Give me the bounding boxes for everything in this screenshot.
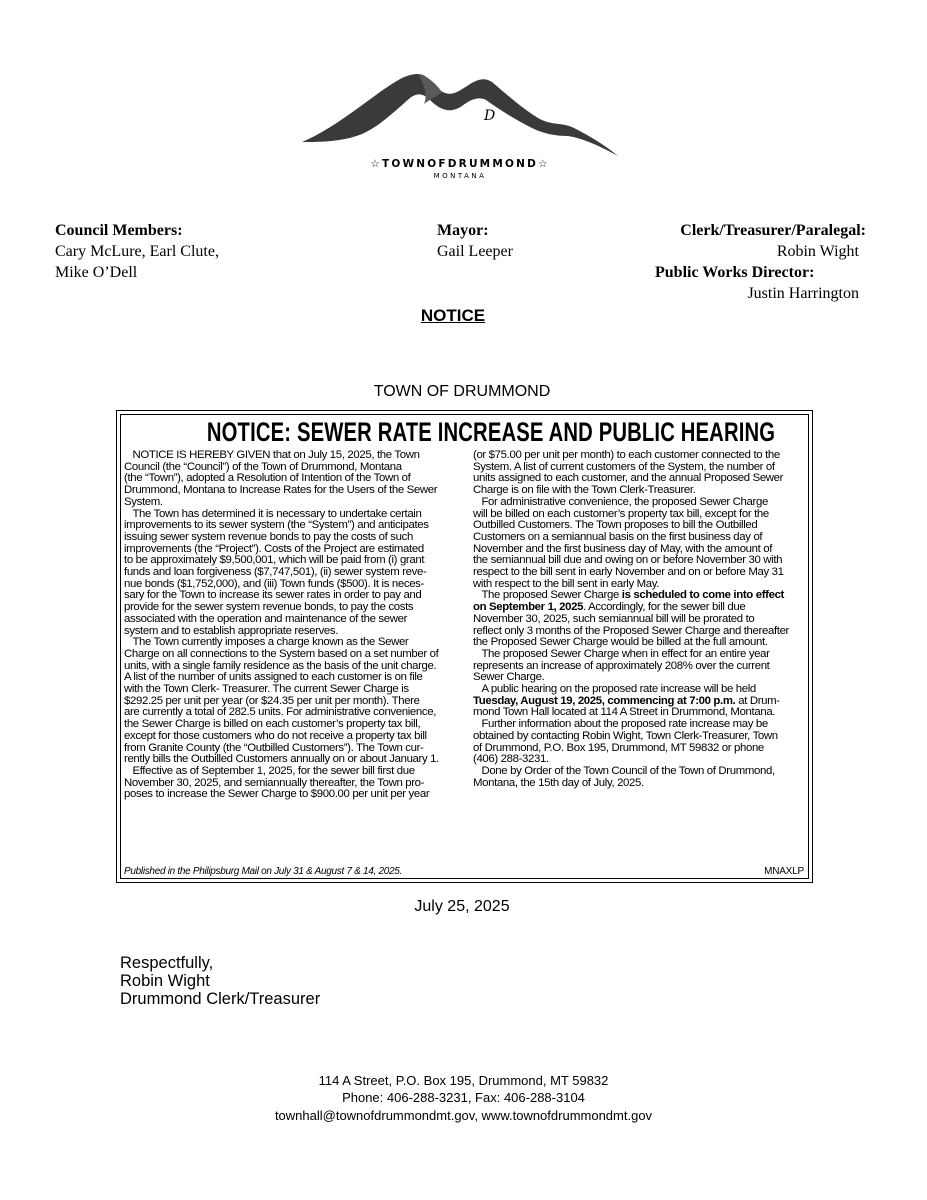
left-column-line: sary for the Town to increase its sewer rates in order to pay and (124, 589, 422, 602)
left-column-line: are currently a total of 282.5 units. For administrative convenience, (124, 706, 437, 719)
right-column-line: November and the first business day of May, with the amount of (473, 542, 773, 555)
hearing-bold-text: Tuesday, August 19, 2025, commencing at 7:00 p.m. (473, 694, 736, 707)
legal-notice-inner-frame (120, 414, 809, 879)
signature-name: Robin Wight (120, 972, 210, 990)
clerk-label: Clerk/Treasurer/Paralegal: (680, 222, 866, 239)
right-column-line: mond Town Hall located at 114 A Street in Drummond, Montana. (473, 706, 776, 719)
left-column-line: nue bonds ($1,752,000), and (iii) Town funds ($500). It is neces- (124, 577, 424, 590)
mayor-label: Mayor: (437, 222, 489, 239)
left-column-line: issuing sewer system revenue bonds to pay the costs of such (124, 530, 413, 543)
right-column-line: the Proposed Sewer Charge would be billed at the full amount. (473, 636, 768, 649)
right-column-line: The proposed Sewer Charge when in effect for an entire year (473, 647, 770, 660)
notice-heading: NOTICE (420, 306, 486, 325)
logo-letter: D (484, 108, 496, 124)
right-column-line: respect to the bill sent in early November and on or before May 31 (473, 566, 784, 579)
logo-town-name: ☆TOWNOFDRUMMOND☆ (370, 158, 550, 170)
right-column-line: Sewer Charge. (473, 671, 545, 684)
footer-email-web-link[interactable]: townhall@townofdrummondmt.gov, www.townofdrummondmt.gov (274, 1108, 653, 1123)
right-column-line: will be billed on each customer’s property tax bill, except for the (473, 507, 769, 520)
footer-contact (0, 1108, 927, 1123)
left-column-line: the Sewer Charge is billed on each customer’s property tax bill, (124, 718, 421, 731)
left-column-line: associated with the operation and maintenance of the sewer (124, 612, 408, 625)
right-column-line: with respect to the bill sent in early May. (473, 577, 660, 590)
mountain-range-shape (302, 74, 618, 156)
publication-code: MNAXLP (764, 866, 804, 877)
letter-date: July 25, 2025 (414, 898, 510, 915)
right-column-line: Montana, the 15th day of July, 2025. (473, 776, 644, 789)
left-column-line: System. (124, 495, 163, 508)
right-column-line: (406) 288-3231. (473, 753, 549, 766)
left-column-line: NOTICE IS HEREBY GIVEN that on July 15, 2025, the Town (124, 449, 420, 461)
left-column-line: rently bills the Outbilled Customers annually on or about January 1. (124, 753, 439, 766)
effective-post-text: . Accordingly, for the sewer bill due (583, 601, 746, 614)
right-column-line: reflect only 3 months of the Proposed Sewer Charge and thereafter (473, 624, 789, 637)
right-column-line: units assigned to each customer, and the annual Proposed Sewer (473, 472, 784, 485)
left-column-line: improvements to its sewer system (the “System”) and anticipates (124, 519, 429, 532)
legal-notice-box (116, 410, 813, 883)
signature-title: Drummond Clerk/Treasurer (120, 990, 321, 1008)
right-column-line: obtained by contacting Robin Wight, Town Clerk-Treasurer, Town (473, 729, 778, 742)
left-column-lines (124, 450, 469, 801)
hearing-post-text: at Drum- (735, 694, 780, 707)
left-column-line: Drummond, Montana to Increase Rates for the Users of the Sewer (124, 484, 438, 497)
left-column-line: (the “Town”), adopted a Resolution of Intention of the Town of (124, 472, 411, 485)
left-column-line: November 30, 2025, and semiannually thereafter, the Town pro- (124, 776, 425, 789)
right-column-line: (or $75.00 per unit per month) to each customer connected to the (473, 449, 780, 461)
left-column-line: A list of the number of units assigned to each customer is on file (124, 671, 423, 684)
left-column-line: Council (the “Council”) of the Town of Drummond, Montana (124, 460, 402, 473)
left-column-line: improvements (the “Project”). Costs of the Project are estimated (124, 542, 424, 555)
left-column-line: Charge on all connections to the System based on a set number of (124, 647, 439, 660)
left-column-line: system and to establish appropriate reserves. (124, 624, 339, 637)
footer-phone: Phone: 406-288-3231, Fax: 406-288-3104 (342, 1090, 585, 1105)
mayor-name: Gail Leeper (437, 243, 513, 260)
publication-note: Published in the Philipsburg Mail on July 31 & August 7 & 14, 2025. (124, 866, 403, 877)
right-column-lines-a (473, 450, 809, 590)
legal-notice-title: NOTICE: SEWER RATE INCREASE AND PUBLIC HEARING (206, 417, 776, 447)
right-column-lines-c (473, 707, 809, 789)
left-column-line: $292.25 per unit per year (or $24.35 per unit per month). There (124, 694, 420, 707)
effective-bold-text: is scheduled to come into effect (621, 589, 785, 602)
council-names-line2: Mike O’Dell (55, 264, 138, 281)
footer-address: 114 A Street, P.O. Box 195, Drummond, MT 59832 (318, 1073, 609, 1088)
right-column-line: represents an increase of approximately 208% over the current (473, 659, 770, 672)
town-of-drummond-heading: TOWN OF DRUMMOND (373, 383, 551, 400)
left-column-line: to be approximately $9,500,001, which will be paid from (i) grant (124, 554, 425, 567)
right-column-line: A public hearing on the proposed rate increase will be held (473, 683, 756, 696)
right-column-line: Charge is on file with the Town Clerk-Treasurer. (473, 484, 696, 497)
public-works-name: Justin Harrington (747, 285, 859, 302)
right-column-line: November 30, 2025, such semiannual bill will be prorated to (473, 612, 755, 625)
left-column-line: Effective as of September 1, 2025, for the sewer bill first due (124, 764, 415, 777)
right-column-line: System. A list of current customers of the System, the number of (473, 460, 775, 473)
legal-notice-left-column (124, 450, 469, 801)
public-works-label: Public Works Director: (655, 264, 815, 281)
effective-pre-text: The proposed Sewer Charge (473, 589, 622, 602)
left-column-line: The Town currently imposes a charge known as the Sewer (124, 636, 409, 649)
left-column-line: units, with a single family residence as the basis of the unit charge. (124, 659, 437, 672)
right-column-line: the semiannual bill due and owing on or before November 30 with (473, 554, 783, 567)
right-column-line: For administrative convenience, the proposed Sewer Charge (473, 495, 768, 508)
right-column-line: Customers on a semiannual basis on the first business day of (473, 530, 763, 543)
right-column-line: of Drummond, P.O. Box 195, Drummond, MT 59832 or phone (473, 741, 764, 754)
clerk-name: Robin Wight (776, 243, 859, 260)
left-column-line: poses to increase the Sewer Charge to $900.00 per unit per year (124, 788, 430, 801)
left-column-line: provide for the sewer system revenue bonds, to pay the costs (124, 601, 414, 614)
left-column-line: except for those customers who do not receive a property tax bill (124, 729, 427, 742)
left-column-line: with the Town Clerk- Treasurer. The current Sewer Charge is (124, 683, 409, 696)
logo-state: MONTANA (433, 172, 487, 180)
legal-notice-right-column (473, 450, 809, 789)
council-names-line1: Cary McLure, Earl Clute, (55, 243, 219, 260)
left-column-line: funds and loan forgiveness ($7,747,501), (ii) sewer system reve- (124, 566, 427, 579)
right-column-line: Outbilled Customers. The Town proposes to bill the Outbilled (473, 519, 758, 532)
right-column-lines-b (473, 614, 809, 696)
right-column-line: Done by Order of the Town Council of the Town of Drummond, (473, 764, 775, 777)
left-column-line: from Granite County (the “Outbilled Customers”). The Town cur- (124, 741, 424, 754)
right-column-line: Further information about the proposed rate increase may be (473, 718, 768, 731)
effective-date-bold: on September 1, 2025 (473, 601, 584, 614)
left-column-line: The Town has determined it is necessary to undertake certain (124, 507, 422, 520)
signature-closing: Respectfully, (120, 954, 214, 972)
council-label: Council Members: (55, 222, 183, 239)
